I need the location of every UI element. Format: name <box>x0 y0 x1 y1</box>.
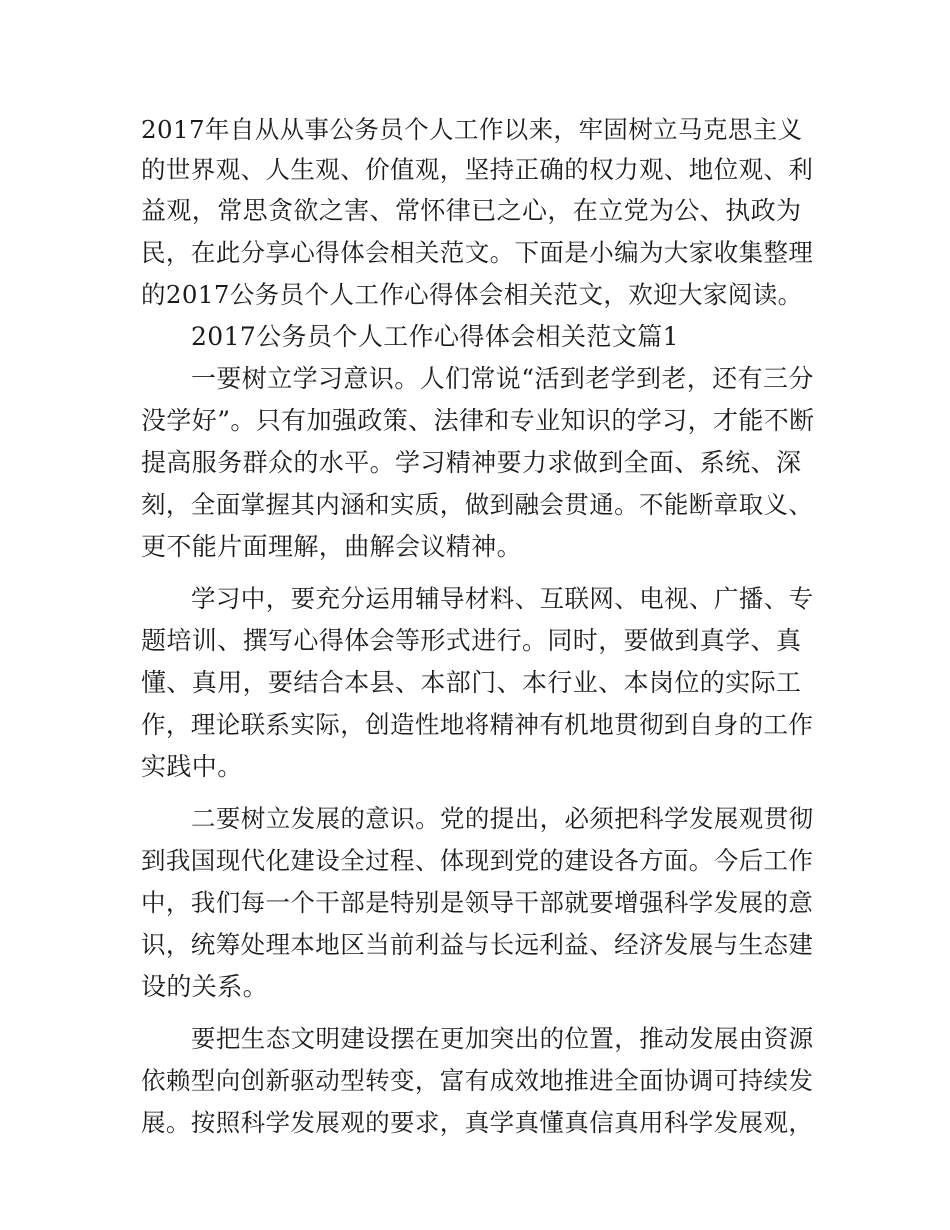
text-line: 一要树立学习意识。人们常说“活到老学到老，还有三分 <box>191 364 814 393</box>
section-heading: 2017公务员个人工作心得体会相关范文篇1 <box>191 322 679 351</box>
text-line: 识，统筹处理本地区当前利益与长远利益、经济发展与生态建 <box>141 930 814 959</box>
text-line: 的2017公务员个人工作心得体会相关范文，欢迎大家阅读。 <box>141 280 803 309</box>
text-line: 作，理论联系实际，创造性地将精神有机地贯彻到自身的工作 <box>141 710 814 739</box>
text-line: 设的关系。 <box>141 972 269 1001</box>
text-line: 题培训、撰写心得体会等形式进行。同时，要做到真学、真 <box>141 626 802 655</box>
text-line: 的世界观、人生观、价值观，坚持正确的权力观、地位观、利 <box>141 155 814 184</box>
text-line: 刻，全面掌握其内涵和实质，做到融会贯通。不能断章取义、 <box>141 490 814 519</box>
text-line: 实践中。 <box>141 752 243 781</box>
text-line: 2017年自从从事公务员个人工作以来，牢固树立马克思主义 <box>141 115 803 144</box>
text-line: 二要树立发展的意识。党的提出，必须把科学发展观贯彻 <box>191 804 814 833</box>
text-line: 懂、真用，要结合本县、本部门、本行业、本岗位的实际工 <box>141 668 802 697</box>
text-line: 民，在此分享心得体会相关范文。下面是小编为大家收集整理 <box>141 238 814 267</box>
text-line: 依赖型向创新驱动型转变，富有成效地推进全面协调可持续发 <box>141 1066 814 1095</box>
text-line: 更不能片面理解，曲解会议精神。 <box>141 532 523 561</box>
text-line: 到我国现代化建设全过程、体现到党的建设各方面。今后工作 <box>141 846 814 875</box>
text-line: 提高服务群众的水平。学习精神要力求做到全面、系统、深 <box>141 448 802 477</box>
text-line: 益观，常思贪欲之害、常怀律已之心，在立党为公、执政为 <box>141 196 802 225</box>
text-line: 展。按照科学发展观的要求，真学真懂真信真用科学发展观， <box>141 1108 814 1137</box>
text-line: 要把生态文明建设摆在更加突出的位置，推动发展由资源 <box>191 1024 814 1053</box>
text-line: 学习中，要充分运用辅导材料、互联网、电视、广播、专 <box>191 584 814 613</box>
text-line: 中，我们每一个干部是特别是领导干部就要增强科学发展的意 <box>141 888 814 917</box>
text-line: 没学好”。只有加强政策、法律和专业知识的学习，才能不断 <box>141 406 815 435</box>
